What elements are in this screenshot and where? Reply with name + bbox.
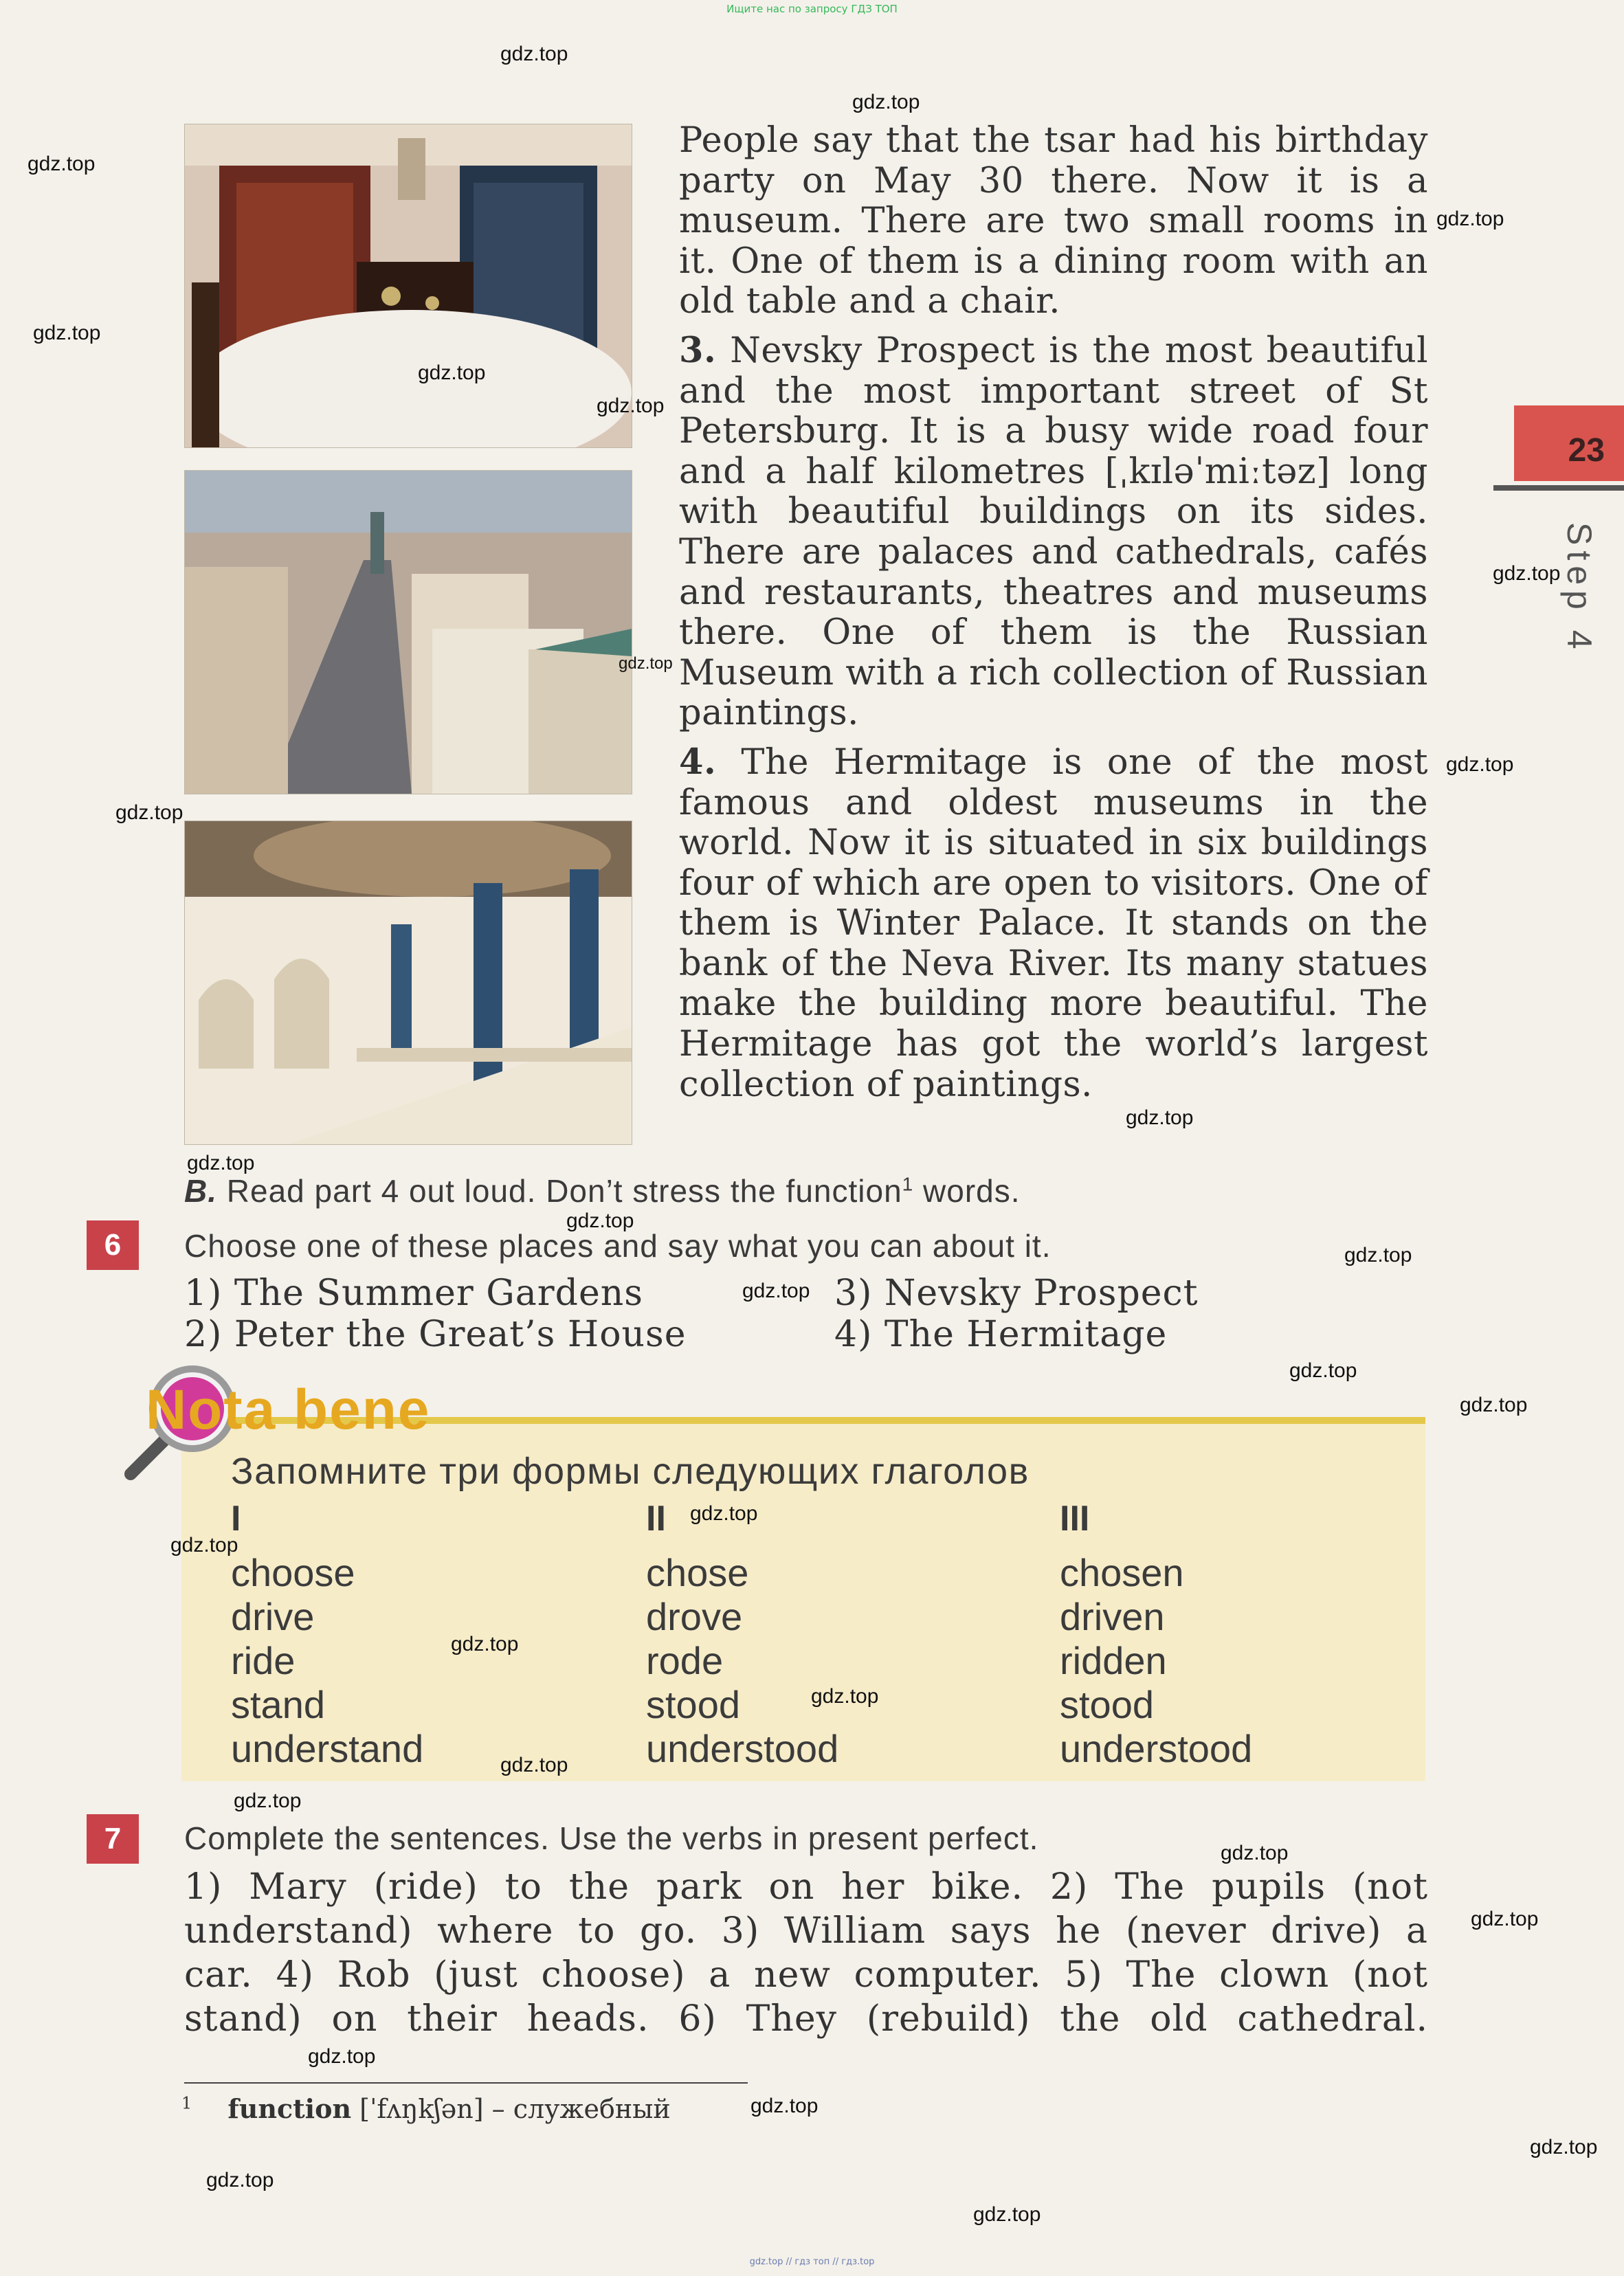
task-6-option-2: 2) Peter the Great’s House bbox=[184, 1314, 687, 1355]
task-6-option-4: 4) The Hermitage bbox=[834, 1314, 1168, 1355]
nota-bene-logo-text: Nota bene bbox=[146, 1379, 431, 1441]
task-7-line-2: understand) where to go. 3) William says he (never drive) a bbox=[184, 1910, 1428, 1952]
verb-choose-1: choose bbox=[231, 1551, 355, 1594]
watermark: gdz.top bbox=[234, 1789, 302, 1812]
footnote-definition: [ˈfʌŋkʃən] – служебный bbox=[351, 2094, 671, 2124]
watermark: gdz.top bbox=[33, 322, 101, 344]
task-7-number: 7 bbox=[87, 1814, 139, 1864]
watermark: gdz.top bbox=[1530, 2136, 1598, 2158]
hermitage-staircase-image bbox=[185, 821, 632, 1144]
nota-bene-title: Запомните три формы следующих глаголов bbox=[231, 1451, 1030, 1492]
watermark: gdz.top bbox=[187, 1152, 255, 1174]
task-7-line-1: 1) Mary (ride) to the park on her bike. 2) The pupils (not bbox=[184, 1866, 1428, 1908]
watermark: gdz.top bbox=[1493, 562, 1561, 585]
watermark: gdz.top bbox=[1126, 1106, 1194, 1129]
bottom-banner: gdz.top // гдз топ // гдз.top bbox=[749, 2257, 875, 2267]
watermark: gdz.top bbox=[852, 91, 920, 113]
watermark: gdz.top bbox=[500, 1754, 568, 1776]
column-header-ii: II bbox=[646, 1499, 666, 1539]
task-b-footnote-mark: 1 bbox=[902, 1173, 914, 1195]
tab-divider bbox=[1493, 485, 1624, 491]
reading-text bbox=[679, 121, 1428, 1113]
paragraph-2-continued: People say that the tsar had his birthday party on May 30 there. Now it is a museum. There are two small rooms in it. One of them is a dining room with an old table and a chair. bbox=[679, 120, 1428, 322]
task-6-instruction: Choose one of these places and say what you can about it. bbox=[184, 1228, 1052, 1264]
dining-room-image bbox=[185, 124, 632, 447]
watermark: gdz.top bbox=[206, 2169, 274, 2191]
watermark: gdz.top bbox=[1221, 1842, 1289, 1864]
page-number: 23 bbox=[1568, 432, 1605, 469]
task-7-sentences bbox=[184, 1866, 1428, 2042]
verb-drive-3: driven bbox=[1060, 1595, 1165, 1638]
watermark: gdz.top bbox=[1446, 753, 1514, 776]
verb-drive-2: drove bbox=[646, 1595, 743, 1638]
verb-ride-2: rode bbox=[646, 1639, 724, 1682]
task-7-line-3: car. 4) Rob (just choose) a new computer. 5) The clown (not bbox=[184, 1954, 1428, 1996]
watermark: gdz.top bbox=[308, 2045, 376, 2068]
task-7-instruction: Complete the sentences. Use the verbs in present perfect. bbox=[184, 1820, 1039, 1856]
verb-stand-2: stood bbox=[646, 1683, 740, 1726]
task-6-number: 6 bbox=[87, 1220, 139, 1270]
watermark: gdz.top bbox=[27, 153, 96, 175]
task-7-line-4: stand) on their heads. 6) They (rebuild) the old cathedral. bbox=[184, 1998, 1428, 2040]
paragraph-4 bbox=[679, 742, 1428, 1105]
verb-ride-1: ride bbox=[231, 1639, 296, 1682]
watermark: gdz.top bbox=[566, 1209, 634, 1232]
step-label: Step 4 bbox=[1560, 522, 1599, 655]
verb-understand-1: understand bbox=[231, 1727, 424, 1770]
watermark: gdz.top bbox=[811, 1685, 879, 1708]
watermark: gdz.top bbox=[973, 2203, 1041, 2226]
verb-drive-1: drive bbox=[231, 1595, 315, 1638]
task-b-text: Read part 4 out loud. Don’t stress the function bbox=[217, 1173, 902, 1209]
photo-hermitage-staircase bbox=[184, 821, 632, 1145]
footnote bbox=[181, 2093, 671, 2124]
watermark: gdz.top bbox=[451, 1633, 519, 1655]
verb-choose-2: chose bbox=[646, 1551, 749, 1594]
column-header-i: I bbox=[231, 1499, 241, 1539]
task-b-letter: B. bbox=[184, 1173, 217, 1209]
watermark: gdz.top bbox=[597, 394, 665, 417]
footnote-divider bbox=[184, 2082, 748, 2084]
verb-stand-1: stand bbox=[231, 1683, 325, 1726]
watermark: gdz.top bbox=[1436, 208, 1504, 230]
watermark: gdz.top bbox=[1471, 1908, 1539, 1930]
watermark: gdz.top bbox=[1344, 1244, 1412, 1267]
paragraph-4-number: 4. bbox=[679, 741, 717, 783]
watermark: gdz.top bbox=[750, 2095, 819, 2117]
column-header-iii: III bbox=[1060, 1499, 1090, 1539]
top-banner: Ищите нас по запросу ГДЗ ТОП bbox=[726, 3, 898, 15]
watermark: gdz.top bbox=[742, 1280, 810, 1302]
verb-understand-3: understood bbox=[1060, 1727, 1253, 1770]
watermark: gdz.top bbox=[690, 1502, 758, 1525]
watermark: gdz.top bbox=[170, 1534, 238, 1557]
watermark: gdz.top bbox=[500, 43, 568, 65]
paragraph-3-number: 3. bbox=[679, 329, 717, 371]
task-b-instruction bbox=[184, 1172, 1021, 1209]
paragraph-3 bbox=[679, 331, 1428, 734]
nevsky-prospect-image bbox=[185, 471, 632, 794]
verb-understand-2: understood bbox=[646, 1727, 839, 1770]
verb-choose-3: chosen bbox=[1060, 1551, 1184, 1594]
watermark: gdz.top bbox=[1289, 1359, 1357, 1382]
task-b-text-end: words. bbox=[913, 1173, 1021, 1209]
footnote-word: function bbox=[227, 2093, 352, 2124]
watermark: gdz.top bbox=[619, 654, 673, 673]
photo-dining-room bbox=[184, 124, 632, 448]
footnote-mark: 1 bbox=[181, 2093, 192, 2113]
verb-ride-3: ridden bbox=[1060, 1639, 1167, 1682]
photo-nevsky-prospect bbox=[184, 470, 632, 794]
task-6-option-3: 3) Nevsky Prospect bbox=[834, 1273, 1199, 1314]
verb-stand-3: stood bbox=[1060, 1683, 1154, 1726]
task-6-option-1: 1) The Summer Gardens bbox=[184, 1273, 643, 1314]
watermark: gdz.top bbox=[1460, 1394, 1528, 1416]
paragraph-3-text: Nevsky Prospect is the most beautiful and the most important street of St Petersburg. It is a busy wide road four and a half kilometres [ˌkɪləˈmiːtəz] long with beautiful buildings on its sides. There are palaces and cathedrals, cafés and restaurants, theatres and museums there. One of them is the Russian Museum with a rich collection of Russian paintings. bbox=[679, 330, 1428, 734]
paragraph-4-text: The Hermitage is one of the most famous and oldest museums in the world. Now it is situated in six buildings four of which are open to visitors. One of them is Winter Palace. It stands on the bank of the Neva River. Its many statues make the building more beautiful. The Hermitage has got the world’s largest collection of paintings. bbox=[679, 741, 1428, 1105]
watermark: gdz.top bbox=[115, 801, 183, 824]
watermark: gdz.top bbox=[418, 361, 486, 384]
